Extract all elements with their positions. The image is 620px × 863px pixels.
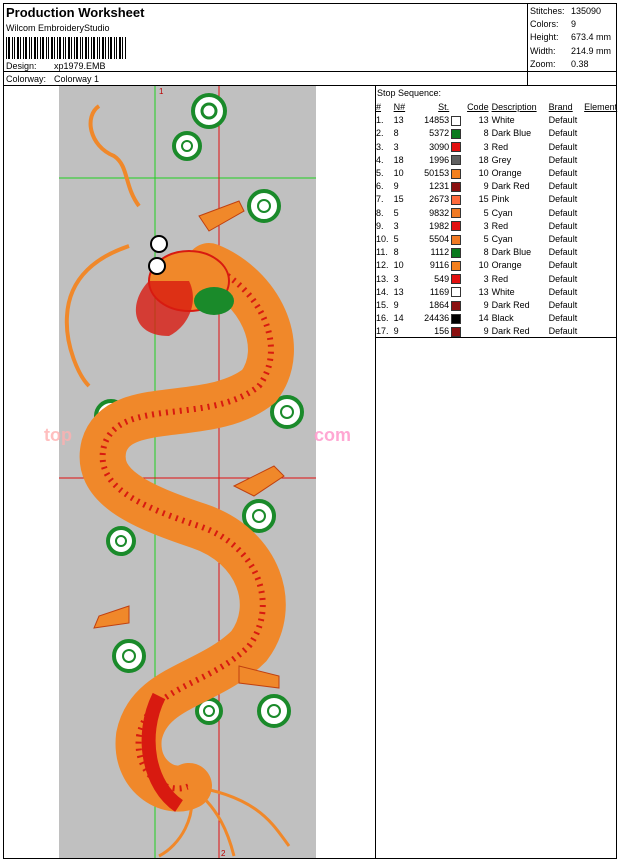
stat-label: Height: (530, 32, 559, 43)
color-swatch (449, 193, 463, 206)
col-header-index: # (376, 102, 382, 112)
row-needle: 5 (393, 207, 399, 218)
row-index: 9. (376, 220, 384, 231)
thread-color-swatch (451, 195, 461, 205)
color-swatch (449, 154, 463, 167)
table-row (376, 167, 620, 180)
row-description: Cyan (491, 234, 513, 245)
stat-value: 673.4 mm (571, 32, 612, 43)
thread-color-swatch (451, 142, 461, 152)
row-needle: 3 (393, 220, 399, 231)
color-swatch (449, 233, 463, 246)
color-swatch (449, 286, 463, 299)
row-index: 6. (376, 181, 384, 192)
row-code: 14 (478, 313, 489, 324)
row-element (584, 207, 620, 220)
design-row (6, 61, 106, 71)
row-needle: 13 (393, 115, 404, 126)
row-description: Dark Red (491, 181, 530, 192)
row-needle: 18 (393, 154, 404, 165)
table-row (376, 299, 620, 312)
table-row (376, 114, 620, 127)
row-index: 16. (376, 313, 389, 324)
row-needle: 5 (393, 234, 399, 245)
row-description: Pink (491, 194, 510, 205)
row-element (584, 220, 620, 233)
col-header-description: Description (491, 102, 537, 112)
row-description: Red (491, 141, 509, 152)
row-element (584, 233, 620, 246)
table-row (376, 220, 620, 233)
barcode-image (6, 37, 129, 59)
row-stitches: 5372 (429, 128, 450, 139)
color-swatch (449, 180, 463, 193)
table-row (376, 180, 620, 193)
row-element (584, 299, 620, 312)
row-stitches: 3090 (429, 141, 450, 152)
thread-color-swatch (451, 287, 461, 297)
row-needle: 15 (393, 194, 404, 205)
row-stitches: 549 (434, 273, 450, 284)
colorway-label: Colorway: (6, 74, 47, 84)
row-description: Orange (491, 168, 522, 179)
color-swatch (449, 259, 463, 272)
row-code: 10 (478, 168, 489, 179)
row-brand: Default (548, 168, 578, 179)
stats-panel (530, 5, 612, 71)
row-brand: Default (548, 326, 578, 337)
stat-value: 0.38 (571, 58, 589, 69)
row-stitches: 5504 (429, 234, 450, 245)
row-element (584, 325, 620, 338)
row-brand: Default (548, 300, 578, 311)
row-description: Dark Red (491, 326, 530, 337)
row-index: 5. (376, 168, 384, 179)
row-element (584, 141, 620, 154)
color-swatch (449, 207, 463, 220)
watermark-right: com (314, 425, 352, 445)
row-code: 9 (483, 326, 489, 337)
table-row (376, 127, 620, 140)
row-needle: 9 (393, 300, 399, 311)
row-needle: 3 (393, 273, 399, 284)
row-element (584, 259, 620, 272)
header-divider (3, 71, 617, 72)
row-code: 8 (483, 128, 489, 139)
color-swatch (449, 127, 463, 140)
thread-color-swatch (451, 221, 461, 231)
thread-color-swatch (451, 129, 461, 139)
row-stitches: 9116 (429, 260, 450, 271)
stat-height (530, 31, 612, 44)
row-stitches: 24436 (424, 313, 450, 324)
row-stitches: 1169 (429, 286, 450, 297)
row-needle: 3 (393, 141, 399, 152)
row-brand: Default (548, 141, 578, 152)
stat-label: Stitches: (530, 6, 565, 16)
row-element (584, 193, 620, 206)
table-row (376, 325, 620, 338)
thread-color-swatch (451, 169, 461, 179)
row-brand: Default (548, 234, 578, 245)
table-row (376, 312, 620, 325)
row-needle: 8 (393, 247, 399, 258)
row-code: 18 (478, 154, 489, 165)
watermark-left: top (44, 425, 72, 445)
table-row (376, 233, 620, 246)
dragon-embroidery-image (44, 86, 352, 858)
col-header-element: Element (584, 102, 618, 112)
thread-color-swatch (451, 155, 461, 165)
row-stitches: 2673 (429, 194, 450, 205)
thread-color-swatch (451, 274, 461, 284)
color-swatch (449, 167, 463, 180)
stat-label: Zoom: (530, 58, 556, 69)
col-header-swatch (449, 101, 463, 114)
row-description: White (491, 115, 515, 126)
row-code: 5 (483, 207, 489, 218)
row-needle: 13 (393, 286, 404, 297)
color-swatch (449, 246, 463, 259)
table-row (376, 286, 620, 299)
row-index: 11. (376, 247, 388, 258)
thread-color-swatch (451, 261, 461, 271)
row-brand: Default (548, 128, 578, 139)
stat-stitches (530, 5, 602, 18)
row-element (584, 273, 620, 286)
row-code: 9 (483, 300, 489, 311)
row-code: 15 (478, 194, 489, 205)
row-needle: 8 (393, 128, 399, 139)
row-stitches: 9832 (429, 207, 450, 218)
stat-value: 135090 (571, 6, 602, 16)
row-needle: 10 (393, 260, 404, 271)
stat-colors (530, 18, 577, 31)
row-element (584, 312, 620, 325)
row-index: 14. (376, 286, 389, 297)
colorway-row (6, 74, 100, 84)
row-brand: Default (548, 115, 578, 126)
page-title: Production Worksheet (6, 5, 145, 20)
row-description: Dark Blue (491, 128, 532, 139)
row-code: 13 (478, 115, 489, 126)
row-stitches: 1112 (430, 247, 450, 258)
row-index: 3. (376, 141, 384, 152)
row-element (584, 246, 620, 259)
row-index: 17. (376, 326, 389, 337)
color-swatch (449, 312, 463, 325)
color-swatch (449, 299, 463, 312)
row-code: 9 (483, 181, 489, 192)
row-description: Dark Red (491, 300, 530, 311)
stat-label: Colors: (530, 19, 559, 30)
stat-zoom (530, 58, 589, 71)
row-brand: Default (548, 181, 578, 192)
row-stitches: 1231 (429, 181, 450, 192)
stats-divider (527, 3, 528, 85)
row-element (584, 114, 620, 127)
marker-start: 1 (159, 87, 164, 96)
row-brand: Default (548, 313, 578, 324)
row-index: 15. (376, 300, 389, 311)
row-description: Red (491, 220, 509, 231)
thread-color-swatch (451, 314, 461, 324)
row-brand: Default (548, 247, 578, 258)
row-element (584, 180, 620, 193)
row-needle: 14 (393, 313, 404, 324)
row-element (584, 286, 620, 299)
row-brand: Default (548, 154, 578, 165)
col-header-stitches: St. (438, 102, 450, 112)
color-swatch (449, 141, 463, 154)
table-row (376, 207, 620, 220)
color-swatch (449, 114, 463, 127)
row-description: Cyan (491, 207, 513, 218)
color-swatch (449, 273, 463, 286)
row-code: 13 (478, 286, 489, 297)
row-description: Dark Blue (491, 247, 532, 258)
row-stitches: 1864 (429, 300, 450, 311)
row-brand: Default (548, 207, 578, 218)
table-row (376, 141, 620, 154)
row-index: 10. (376, 234, 389, 245)
col-header-needle: N# (393, 102, 406, 112)
row-index: 4. (376, 154, 384, 165)
marker-end: 2 (221, 849, 226, 858)
row-needle: 9 (393, 326, 399, 337)
table-row (376, 154, 620, 167)
row-code: 10 (478, 260, 489, 271)
thread-color-swatch (451, 327, 461, 337)
row-stitches: 1996 (429, 154, 450, 165)
row-code: 3 (483, 220, 489, 231)
thread-color-swatch (451, 182, 461, 192)
row-element (584, 167, 620, 180)
row-description: Orange (491, 260, 522, 271)
thread-color-swatch (451, 301, 461, 311)
row-brand: Default (548, 286, 578, 297)
design-preview (44, 86, 352, 858)
row-index: 12. (376, 260, 389, 271)
row-needle: 10 (393, 168, 404, 179)
thread-color-swatch (451, 208, 461, 218)
color-swatch (449, 220, 463, 233)
table-header-row (376, 101, 620, 114)
table-row (376, 246, 620, 259)
row-needle: 9 (393, 181, 399, 192)
row-element (584, 154, 620, 167)
stop-sequence-title: Stop Sequence: (377, 88, 442, 98)
table-row (376, 193, 620, 206)
stat-value: 9 (571, 19, 577, 30)
software-name: Wilcom EmbroideryStudio (6, 23, 110, 33)
design-label: Design: (6, 61, 37, 71)
colorway-value: Colorway 1 (54, 74, 100, 84)
stat-width (530, 45, 612, 58)
row-stitches: 14853 (424, 115, 450, 126)
row-code: 5 (483, 234, 489, 245)
row-description: White (491, 286, 515, 297)
row-index: 13. (376, 273, 389, 284)
row-code: 3 (483, 273, 489, 284)
row-code: 3 (483, 141, 489, 152)
row-index: 8. (376, 207, 384, 218)
stop-sequence-table (376, 101, 620, 339)
thread-color-swatch (451, 248, 461, 258)
col-header-brand: Brand (548, 102, 573, 112)
design-value: xp1979.EMB (54, 61, 106, 71)
row-element (584, 127, 620, 140)
row-description: Black (491, 313, 514, 324)
row-brand: Default (548, 220, 578, 231)
col-header-code: Code (467, 102, 489, 112)
row-brand: Default (548, 260, 578, 271)
stat-label: Width: (530, 45, 556, 56)
thread-color-swatch (451, 235, 461, 245)
row-index: 1. (376, 115, 384, 126)
row-code: 8 (483, 247, 489, 258)
row-index: 7. (376, 194, 384, 205)
row-stitches: 50153 (424, 168, 450, 179)
row-stitches: 1982 (429, 220, 450, 231)
stat-value: 214.9 mm (571, 45, 612, 56)
row-description: Grey (491, 154, 512, 165)
thread-color-swatch (451, 116, 461, 126)
row-stitches: 156 (434, 326, 450, 337)
row-description: Red (491, 273, 509, 284)
color-swatch (449, 325, 463, 338)
table-row (376, 273, 620, 286)
row-brand: Default (548, 273, 578, 284)
table-row (376, 259, 620, 272)
row-index: 2. (376, 128, 384, 139)
row-brand: Default (548, 194, 578, 205)
